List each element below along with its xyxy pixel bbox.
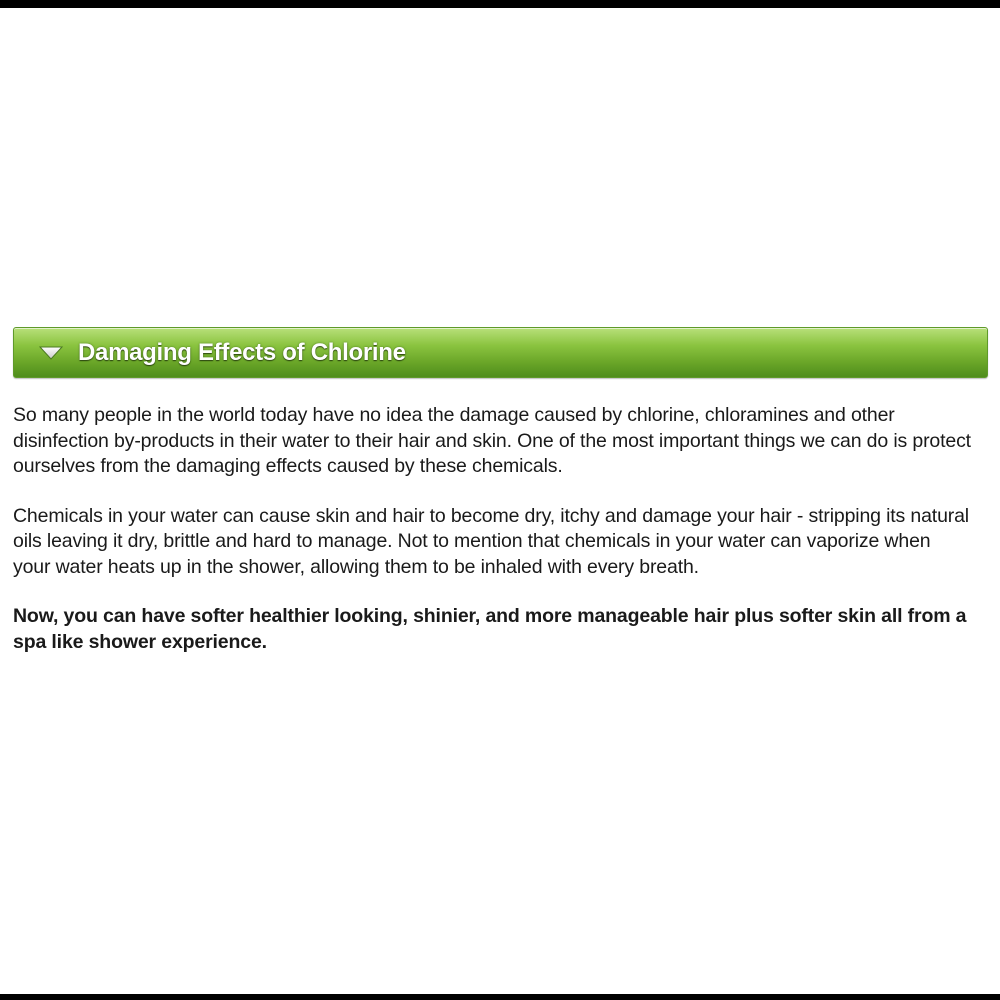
paragraph-chemicals-effects: Chemicals in your water can cause skin and hair to become dry, itchy and damage your hair - stripping its natural oils leaving it dry, brittle and hard to manage. Not to mention that chemicals in your water can vaporize when your water heats up in the shower, allowing them to be inhaled with every breath. [13,504,969,578]
section-header-damaging-effects[interactable] [13,327,988,378]
paragraph-chlorine-intro: So many people in the world today have no idea the damage caused by chlorine, chloramines and other disinfection by-products in their water to their hair and skin. One of the most important things we can do is protect ourselves from the damaging effects caused by these chemicals. [13,404,971,477]
triangle-down-icon[interactable] [36,343,66,363]
bottom-border [0,994,1000,1000]
paragraph-benefits: Now, you can have softer healthier looking, shinier, and more manageable hair plus softer skin all from a spa like shower experience. [13,605,967,653]
section-title: Damaging Effects of Chlorine [78,338,406,366]
section-content [13,403,973,679]
page [0,8,1000,994]
